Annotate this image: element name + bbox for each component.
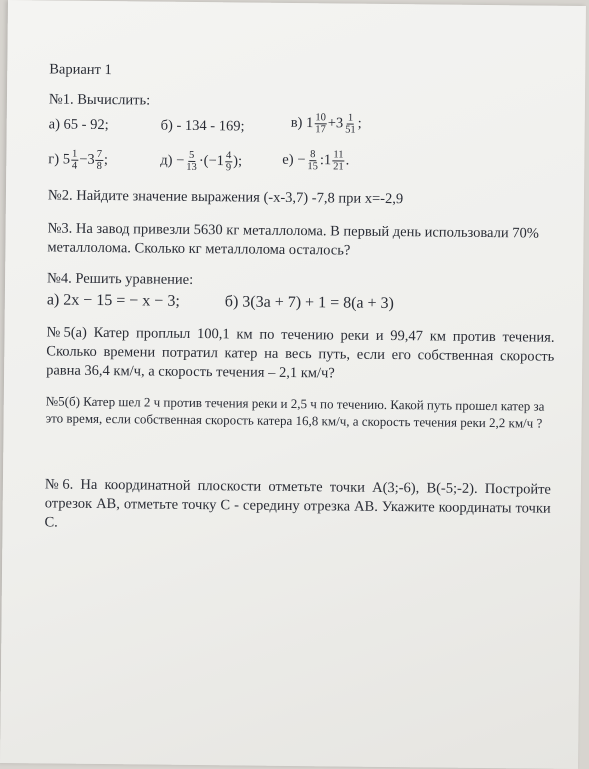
task1-d-sign: − bbox=[176, 152, 185, 169]
task1-item-a bbox=[48, 112, 569, 144]
task1-e bbox=[282, 149, 349, 173]
task4-a: а) 2х − 15 = − х − 3; bbox=[46, 291, 180, 310]
task1-g-label: г) bbox=[48, 151, 60, 168]
numerator: 1 bbox=[71, 148, 78, 160]
task1-v-whole1: 1 bbox=[305, 114, 314, 132]
task1-e-frac1 bbox=[306, 149, 319, 172]
numerator: 10 bbox=[315, 112, 326, 124]
task2-text: №2. Найдите значение выражения (-х-3,7) -7,8 при х=-2,9 bbox=[47, 187, 404, 208]
task5a-text: №5(а) Катер проплыл 100,1 км по течению реки и 99,47 км против течения. Сколько времени потратил катер на весь путь, если его собственная скорость равна 36,4 км/ч, а скорость течения – 2,1 км/ч? bbox=[46, 324, 555, 382]
task1-g-op: −3 bbox=[79, 151, 95, 168]
task1-v-frac2 bbox=[344, 113, 357, 136]
task1-v-op: +3 bbox=[327, 115, 344, 132]
denominator: 8 bbox=[96, 160, 102, 172]
task4-b: б) 3(3а + 7) + 1 = 8(а + 3) bbox=[224, 293, 395, 313]
task1-b: б) - 134 - 169; bbox=[160, 117, 245, 135]
numerator: 7 bbox=[96, 148, 103, 160]
task1-v-frac1 bbox=[314, 112, 327, 135]
task3-text: №3. На завод привезли 5630 кг металлолома. В первый день использовали 70% металлолома. Сколько кг металлолома осталось? bbox=[47, 220, 539, 259]
task1-d-op: ·(−1 bbox=[198, 152, 225, 170]
task1-e-frac2 bbox=[332, 149, 345, 172]
variant-title: Вариант 1 bbox=[49, 61, 112, 79]
task1-d-label: д) bbox=[160, 152, 173, 169]
task1-e-end: . bbox=[345, 152, 350, 169]
numerator: 11 bbox=[333, 149, 344, 161]
denominator: 9 bbox=[225, 162, 232, 174]
task1-g-frac2 bbox=[96, 149, 103, 172]
task1-g bbox=[48, 148, 108, 172]
task1-v-label: в) bbox=[290, 114, 303, 131]
task1-e-sign: − bbox=[297, 151, 306, 168]
task6-text: №6. На координатной плоскости отметьте точки А(3;-6), В(-5;-2). Постройте отрезок АВ, отметьте точку С - середину отрезка АВ. Укажите координаты точки С. bbox=[44, 476, 551, 531]
task1-heading: №1. Вычислить: bbox=[48, 91, 151, 109]
task1-row2 bbox=[48, 148, 568, 183]
task1-e-op: :1 bbox=[319, 152, 332, 169]
numerator: 4 bbox=[225, 150, 232, 162]
task1-d-end: ); bbox=[233, 153, 243, 170]
denominator: 15 bbox=[307, 161, 318, 173]
task1-d bbox=[160, 150, 242, 174]
task1-a: а) 65 - 92; bbox=[48, 116, 109, 134]
task4-heading: №4. Решить уравнение: bbox=[47, 270, 194, 288]
task1-d-frac1 bbox=[185, 150, 198, 173]
task1-d-frac2 bbox=[225, 150, 232, 173]
task1-v-end: ; bbox=[357, 115, 362, 132]
denominator: 4 bbox=[71, 160, 78, 172]
task1-g-whole1: 5 bbox=[62, 151, 71, 168]
denominator: 21 bbox=[333, 161, 344, 173]
task1-e-label: е) bbox=[282, 151, 294, 168]
numerator: 8 bbox=[310, 149, 316, 161]
denominator: 51 bbox=[345, 124, 356, 136]
task5b-text: №5(б) Катер шел 2 ч против течения реки и 2,5 ч по течению. Какой путь прошел катер за это время, если собственная скорость катера 16,8 км/ч, а скорость течения реки 2,2 км/ч ? bbox=[45, 393, 545, 431]
task1-v bbox=[291, 112, 362, 136]
numerator: 1 bbox=[347, 112, 354, 124]
numerator: 5 bbox=[188, 149, 195, 161]
task1-g-frac1 bbox=[71, 149, 78, 172]
task1-g-end: ; bbox=[103, 151, 109, 168]
denominator: 13 bbox=[186, 161, 197, 173]
denominator: 17 bbox=[315, 124, 326, 136]
